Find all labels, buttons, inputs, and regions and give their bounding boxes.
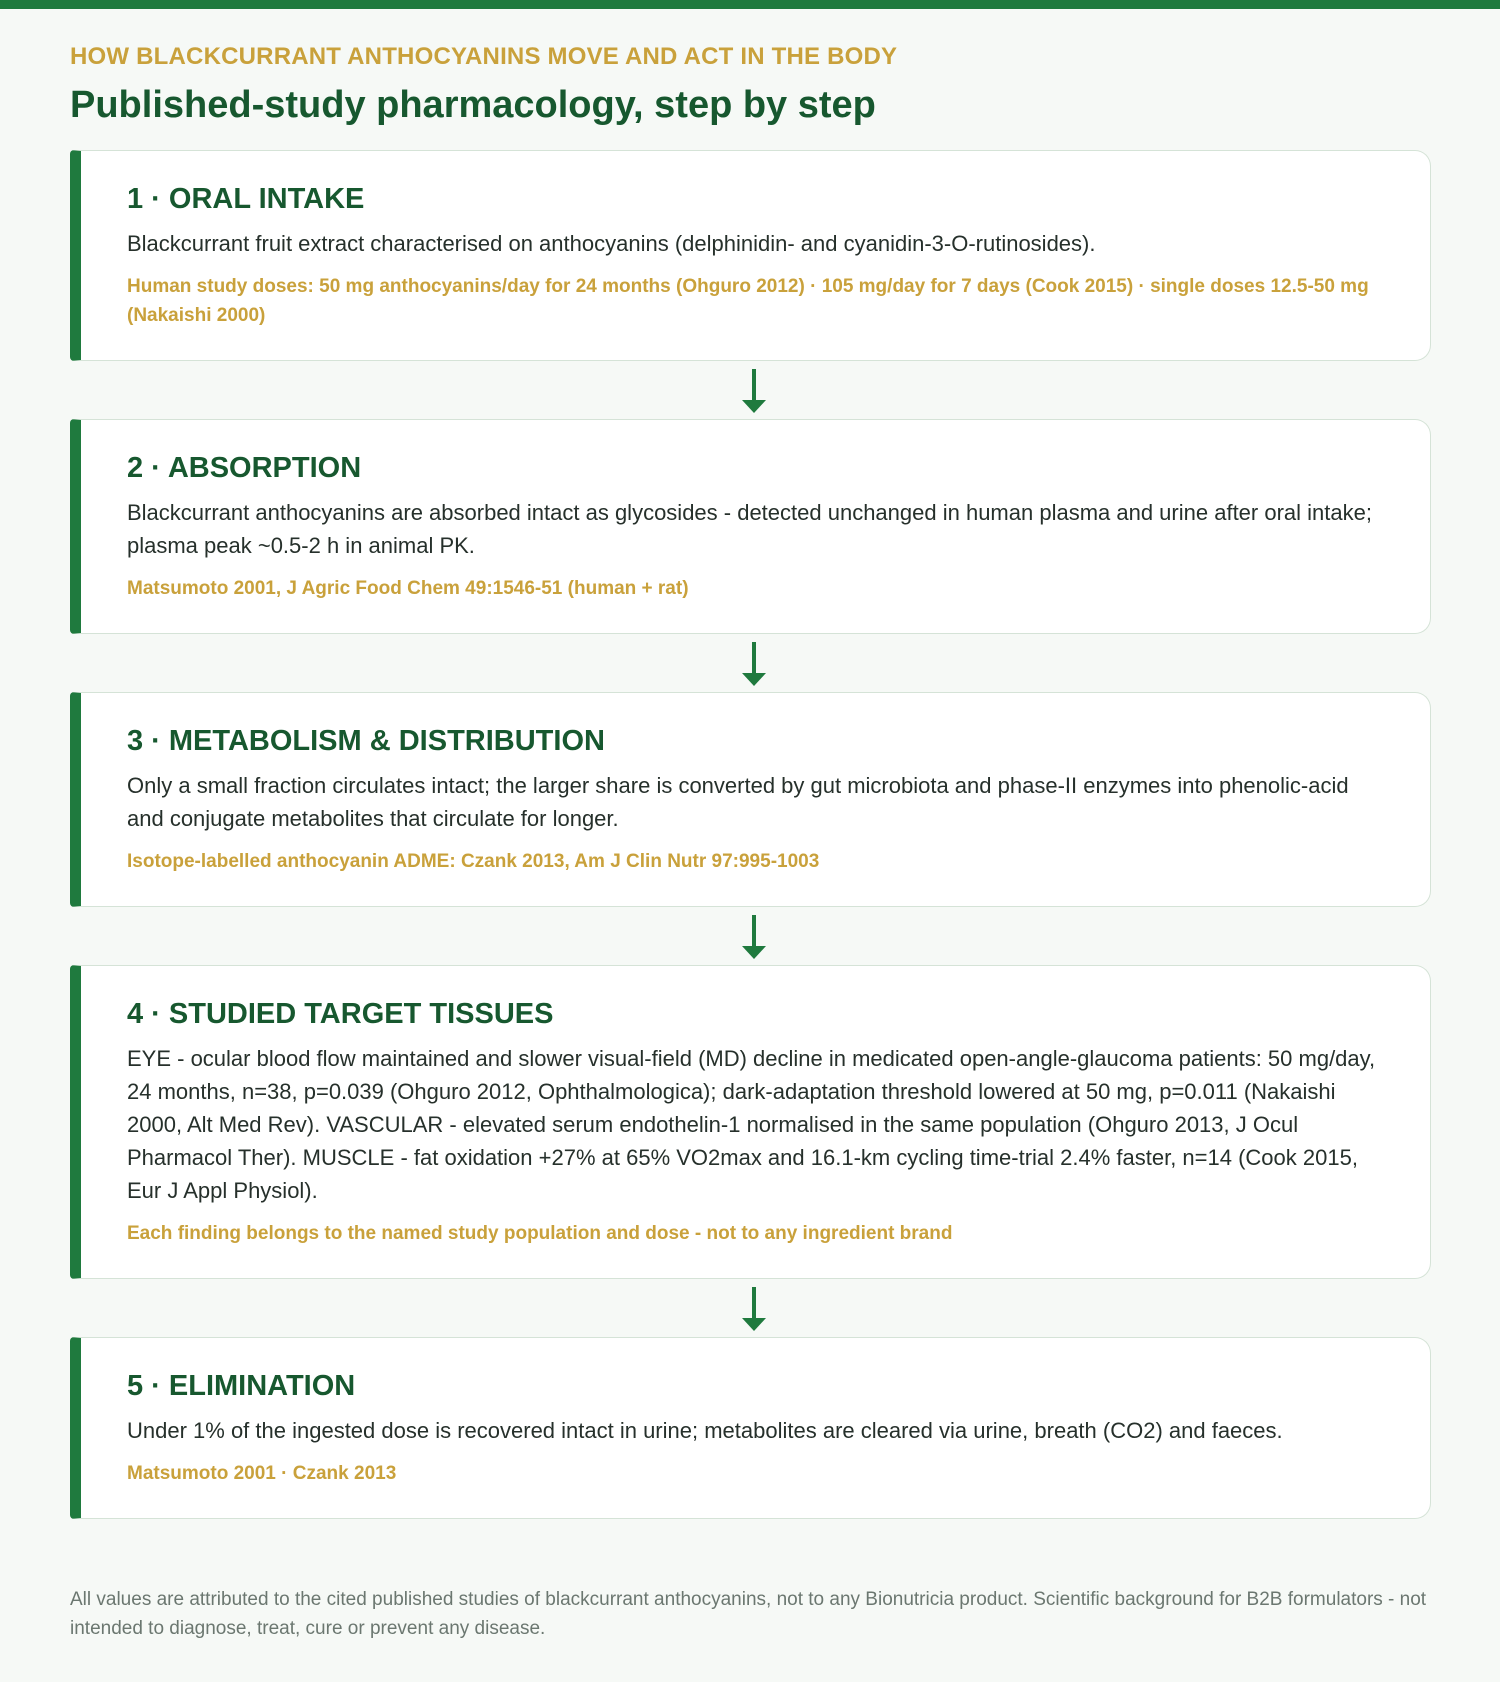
page-kicker: HOW BLACKCURRANT ANTHOCYANINS MOVE AND ACT IN THE BODY [70, 43, 898, 70]
step-card-metabolism-distribution [70, 692, 1431, 907]
step-title: 3 · METABOLISM & DISTRIBUTION [127, 725, 605, 757]
step-description: Under 1% of the ingested dose is recovered intact in urine; metabolites are cleared via urine, breath (CO2) and faeces. [127, 1418, 1283, 1443]
arrow-down-icon [740, 1287, 768, 1333]
step-card-oral-intake [70, 150, 1431, 361]
step-source: Isotope-labelled anthocyanin ADME: Czank 2013, Am J Clin Nutr 97:995-1003 [127, 851, 820, 872]
page-title: Published-study pharmacology, step by step [70, 84, 876, 126]
step-description: Blackcurrant fruit extract characterised on anthocyanins (delphinidin- and cyanidin-3-O-rutinosides). [127, 231, 1096, 256]
arrow-down-icon [740, 642, 768, 688]
pharmacology-flow [70, 150, 1431, 1519]
step-card-absorption [70, 419, 1431, 634]
flow-arrow [70, 361, 1431, 419]
step-title: 5 · ELIMINATION [127, 1370, 356, 1402]
flow-arrow [70, 1279, 1431, 1337]
step-source: Each finding belongs to the named study population and dose - not to any ingredient brand [127, 1223, 953, 1244]
top-accent-bar [0, 0, 1500, 9]
arrow-down-icon [740, 369, 768, 415]
step-description: Only a small fraction circulates intact; the larger share is converted by gut microbiota and phase-II enzymes into phenolic-acid and conjugate metabolites that circulate for longer. [127, 773, 1349, 831]
flow-arrow [70, 634, 1431, 692]
step-description: EYE - ocular blood flow maintained and slower visual-field (MD) decline in medicated open-angle-glaucoma patients: 50 mg/day, 24 months, n=38, p=0.039 (Ohguro 2012, Ophthalmologica); dark-adaptation threshold lowered at 50 mg, p=0.011 (Nakaishi 2000, Alt Med Rev). VASCULAR - elevated serum endothelin-1 normalised in the same population (Ohguro 2013, J Ocul Pharmacol Ther). MUSCLE - fat oxidation +27% at 65% VO2max and 16.1-km cycling time-trial 2.4% faster, n=14 (Cook 2015, Eur J Appl Physiol). [127, 1046, 1376, 1203]
step-title: 2 · ABSORPTION [127, 452, 362, 484]
footer-disclaimer: All values are attributed to the cited published studies of blackcurrant anthocyanins, not to any Bionutricia product. Scientific background for B2B formulators - not intended to diagnose, treat, cure or prevent any disease. [70, 1589, 1427, 1639]
flow-arrow [70, 907, 1431, 965]
step-source: Human study doses: 50 mg anthocyanins/day for 24 months (Ohguro 2012) · 105 mg/day for 7 days (Cook 2015) · single doses 12.5-50 mg (Nakaishi 2000) [127, 276, 1369, 326]
step-card-elimination [70, 1337, 1431, 1519]
step-title: 4 · STUDIED TARGET TISSUES [127, 998, 554, 1030]
step-title: 1 · ORAL INTAKE [127, 183, 365, 215]
arrow-down-icon [740, 915, 768, 961]
step-description: Blackcurrant anthocyanins are absorbed intact as glycosides - detected unchanged in human plasma and urine after oral intake; plasma peak ~0.5-2 h in animal PK. [127, 500, 1372, 558]
page-header [70, 42, 1430, 128]
step-source: Matsumoto 2001 · Czank 2013 [127, 1463, 397, 1484]
step-source: Matsumoto 2001, J Agric Food Chem 49:1546-51 (human + rat) [127, 578, 689, 599]
step-card-target-tissues [70, 965, 1431, 1279]
